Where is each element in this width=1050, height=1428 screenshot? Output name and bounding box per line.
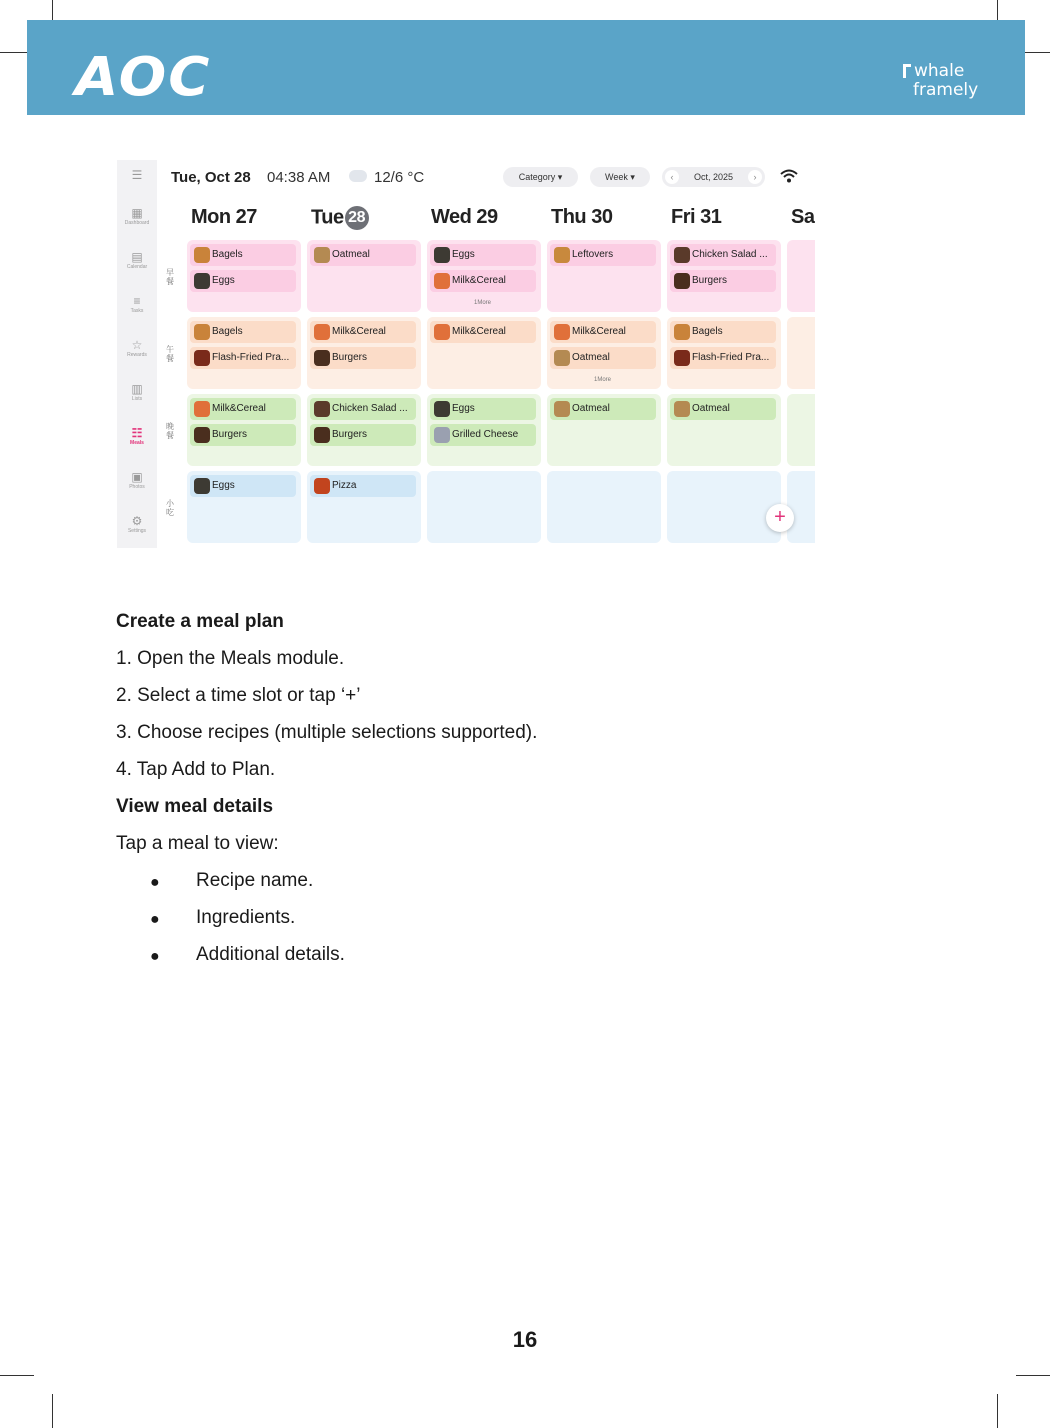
intro-text: Tap a meal to view: [116,833,279,854]
food-thumbnail-icon [554,324,570,340]
day-name: Mon 27 [191,206,257,228]
food-thumbnail-icon [194,324,210,340]
meal-item-label: Burgers [692,275,728,286]
meal-item-label: Flash-Fried Pra... [692,352,770,363]
food-thumbnail-icon [314,247,330,263]
meal-item[interactable] [550,398,656,420]
bullet-item: Additional details. [196,944,345,965]
meal-item-label: Flash-Fried Pra... [212,352,290,363]
more-link[interactable]: 1More [594,377,612,383]
meals-app-screenshot [117,160,815,548]
view-label: Week [605,172,628,182]
meal-item[interactable] [670,244,776,266]
meal-item-label: Eggs [452,249,475,260]
step-2: 2. Select a time slot or tap ‘+’ [116,685,361,706]
food-thumbnail-icon [194,273,210,289]
sidebar-item-label: Meals [130,440,144,446]
meal-item-label: Oatmeal [332,249,370,260]
sidebar-item-calendar[interactable] [117,250,157,270]
meal-item[interactable] [670,398,776,420]
today-badge: 28 [345,206,369,230]
current-time: 04:38 AM [267,169,331,186]
meal-slot[interactable] [787,394,815,466]
meal-item-label: Milk&Cereal [452,326,506,337]
caret-down-icon: ▾ [630,172,635,182]
meal-item[interactable] [430,270,536,292]
calendar-icon: ▤ [131,250,143,264]
menu-icon: ☰ [131,168,143,182]
meal-slot[interactable] [427,471,541,543]
prev-arrow-icon[interactable]: ‹ [665,170,679,184]
meal-item[interactable] [310,244,416,266]
meal-item-label: Burgers [332,429,368,440]
meal-item[interactable] [430,244,536,266]
sidebar-item-label: Calendar [126,264,148,270]
food-thumbnail-icon [674,247,690,263]
meal-item[interactable] [310,321,416,343]
sidebar-item-lists[interactable] [117,382,157,402]
meal-item[interactable] [310,347,416,369]
photos-icon: ▣ [131,470,143,484]
rewards-icon: ☆ [131,338,143,352]
crop-mark [0,1375,34,1376]
food-thumbnail-icon [674,324,690,340]
meal-item-label: Chicken Salad ... [692,249,768,260]
meal-item-label: Grilled Cheese [452,429,519,440]
meal-item[interactable] [430,398,536,420]
meal-item-label: Chicken Salad ... [332,403,408,414]
dashboard-icon: ▦ [131,206,143,220]
food-thumbnail-icon [674,350,690,366]
sidebar-item-label: Photos [129,484,145,490]
meal-item-label: Eggs [212,480,235,491]
food-thumbnail-icon [434,427,450,443]
meal-row-label: 晚餐 [166,422,174,440]
sidebar-item-label: Settings [127,528,147,534]
meal-item-label: Burgers [212,429,248,440]
meal-item[interactable] [190,475,296,497]
sidebar-item-label: Dashboard [124,220,150,226]
crop-mark [1016,1375,1050,1376]
step-4: 4. Tap Add to Plan. [116,759,276,780]
bullet-icon: ● [150,911,160,928]
day-header [191,206,257,229]
food-thumbnail-icon [314,427,330,443]
food-thumbnail-icon [434,247,450,263]
tasks-icon: ≡ [133,294,141,308]
sidebar-item-menu[interactable] [117,168,157,182]
day-name: Sa [791,206,815,228]
caret-down-icon: ▾ [557,172,563,182]
logo-line-2: framely [913,80,979,100]
food-thumbnail-icon [434,273,450,289]
day-name: Tue [311,206,344,229]
food-thumbnail-icon [314,324,330,340]
day-name: Fri 31 [671,206,722,228]
meal-slot[interactable] [787,240,815,312]
view-dropdown[interactable] [590,167,650,187]
meal-item[interactable] [670,321,776,343]
food-thumbnail-icon [674,273,690,289]
day-header [431,206,498,229]
section-heading-create: Create a meal plan [116,611,284,632]
meals-icon: ☷ [131,426,143,440]
meal-item-label: Milk&Cereal [572,326,626,337]
food-thumbnail-icon [434,401,450,417]
day-header [551,206,612,229]
sidebar-item-meals[interactable] [117,426,157,446]
meal-item-label: Eggs [212,275,235,286]
crop-mark [997,1394,998,1428]
month-label: Oct, 2025 [693,172,734,182]
food-thumbnail-icon [314,401,330,417]
lists-icon: ▥ [131,382,143,396]
meal-item[interactable] [310,475,416,497]
meal-item[interactable] [310,398,416,420]
meal-item-label: Oatmeal [572,403,610,414]
meal-item[interactable] [190,347,296,369]
food-thumbnail-icon [194,401,210,417]
sidebar-item-label: Tasks [130,308,144,314]
food-thumbnail-icon [194,478,210,494]
add-meal-button[interactable]: + [766,504,794,532]
top-bar [157,160,815,196]
sidebar-item-label: Lists [131,396,143,402]
wifi-icon [780,167,798,185]
meal-row-label: 早餐 [166,268,174,286]
sidebar-item-label: Rewards [127,352,147,358]
page-number: 16 [512,1327,538,1352]
food-thumbnail-icon [434,324,450,340]
sidebar-item-settings[interactable] [117,514,157,534]
bullet-icon: ● [150,874,160,891]
meal-item[interactable] [550,244,656,266]
food-thumbnail-icon [554,401,570,417]
meal-row-label: 午餐 [166,345,174,363]
current-date: Tue, Oct 28 [171,169,251,186]
meal-item[interactable] [550,347,656,369]
sidebar-item-tasks[interactable] [117,294,157,314]
meal-slot[interactable] [787,471,815,543]
meal-item-label: Milk&Cereal [452,275,506,286]
meal-item-label: Milk&Cereal [332,326,386,337]
month-navigator [662,167,765,187]
meal-row-label: 小吃 [166,499,174,517]
meal-item[interactable] [190,398,296,420]
day-name: Wed 29 [431,206,498,228]
bullet-item: Ingredients. [196,907,296,928]
meal-item-label: Bagels [692,326,723,337]
meal-item[interactable] [190,321,296,343]
food-thumbnail-icon [674,401,690,417]
day-header [791,206,814,229]
food-thumbnail-icon [554,350,570,366]
section-heading-view: View meal details [116,796,274,817]
logo-line-1: whale [914,61,965,81]
meal-item[interactable] [550,321,656,343]
settings-icon: ⚙ [131,514,143,528]
food-thumbnail-icon [194,427,210,443]
food-thumbnail-icon [194,247,210,263]
sidebar-item-photos[interactable] [117,470,157,490]
meal-item[interactable] [310,424,416,446]
bullet-icon: ● [150,948,160,965]
food-thumbnail-icon [194,350,210,366]
meal-item-label: Oatmeal [572,352,610,363]
temperature: 12/6 °C [374,169,425,186]
meal-item-label: Leftovers [572,249,614,260]
food-thumbnail-icon [314,478,330,494]
sidebar-item-dashboard[interactable] [117,206,157,226]
bullet-item: Recipe name. [196,870,314,891]
step-3: 3. Choose recipes (multiple selections supported). [116,722,538,743]
meal-item[interactable] [670,270,776,292]
step-1: 1. Open the Meals module. [116,648,345,669]
meal-item[interactable] [430,321,536,343]
meal-item-label: Bagels [212,249,243,260]
aoc-logo: AOC [75,46,212,109]
next-arrow-icon[interactable]: › [748,170,762,184]
weather-icon [349,170,367,182]
meal-item[interactable] [190,244,296,266]
meal-item-label: Pizza [332,480,357,491]
meal-item-label: Oatmeal [692,403,730,414]
logo-bracket-icon [903,64,911,78]
category-dropdown[interactable] [503,167,578,187]
category-label: Category [518,172,556,182]
day-name: Thu 30 [551,206,613,228]
meal-item-label: Bagels [212,326,243,337]
sidebar-item-rewards[interactable] [117,338,157,358]
meal-item-label: Eggs [452,403,475,414]
day-header [671,206,721,229]
meal-item-label: Milk&Cereal [212,403,266,414]
more-link[interactable]: 1More [474,300,492,306]
food-thumbnail-icon [554,247,570,263]
whale-framely-logo [905,62,978,100]
meal-slot[interactable] [547,471,661,543]
day-header [311,206,369,230]
meal-slot[interactable] [667,471,781,543]
meal-item[interactable] [190,270,296,292]
meal-slot[interactable] [787,317,815,389]
food-thumbnail-icon [314,350,330,366]
sidebar [117,160,157,548]
meal-item[interactable] [190,424,296,446]
meal-item-label: Burgers [332,352,368,363]
meal-item[interactable] [670,347,776,369]
crop-mark [52,1394,53,1428]
meal-item[interactable] [430,424,536,446]
